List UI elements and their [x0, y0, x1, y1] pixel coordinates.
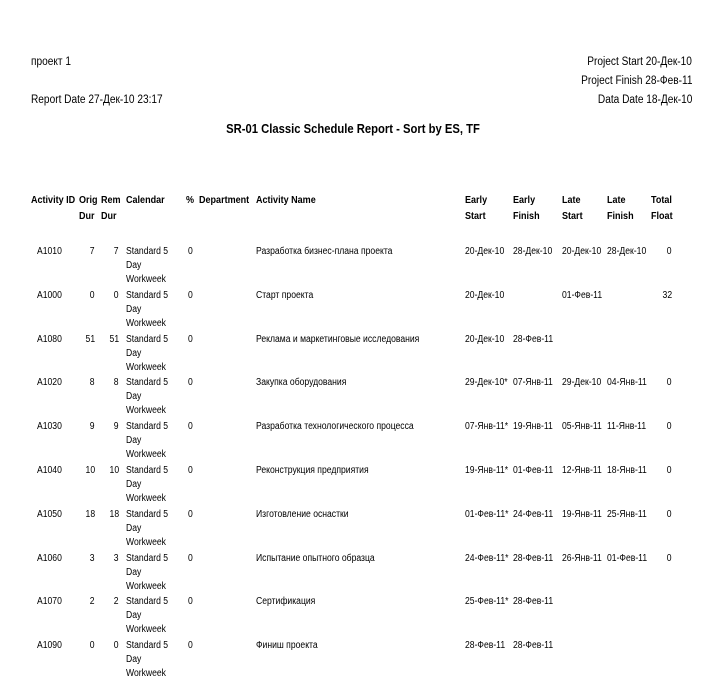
cell-late-start: 26-Янв-11 [562, 553, 602, 564]
col-percent: % [186, 194, 195, 206]
col-orig-dur: Orig Dur [79, 194, 98, 222]
cell-late-finish: 11-Янв-11 [607, 421, 647, 432]
cell-late-start: 29-Дек-10 [562, 377, 602, 388]
cell-activity-id: A1060 [37, 553, 62, 564]
cell-early-start: 19-Янв-11* [465, 465, 509, 476]
cell-orig-dur: 2 [90, 596, 95, 607]
col-activity-name: Activity Name [256, 194, 316, 206]
col-late-start: Late Start [562, 194, 583, 222]
cell-activity-name: Закупка оборудования [256, 377, 347, 388]
col-total-float: Total Float [651, 194, 673, 222]
calendar-line: Standard 5 [126, 596, 169, 607]
cell-total-float: 0 [667, 377, 672, 388]
calendar-line: Day [126, 523, 142, 534]
cell-percent: 0 [188, 509, 193, 520]
col-early-start: Early Start [465, 194, 488, 222]
cell-calendar [126, 552, 168, 594]
cell-activity-name: Реконструкция предприятия [256, 465, 369, 476]
cell-early-start: 07-Янв-11* [465, 421, 509, 432]
cell-percent: 0 [188, 290, 193, 301]
cell-activity-name: Разработка технологического процесса [256, 421, 414, 432]
cell-calendar [126, 639, 168, 681]
cell-calendar [126, 289, 168, 331]
cell-rem-dur: 2 [114, 596, 119, 607]
cell-total-float: 32 [662, 290, 672, 301]
cell-calendar [126, 333, 168, 375]
cell-early-finish: 28-Фев-11 [513, 640, 554, 651]
cell-activity-id: A1040 [37, 465, 62, 476]
cell-rem-dur: 9 [114, 421, 119, 432]
calendar-line: Standard 5 [126, 377, 169, 388]
cell-activity-name: Финиш проекта [256, 640, 318, 651]
cell-rem-dur: 0 [114, 290, 119, 301]
cell-total-float: 0 [667, 553, 672, 564]
cell-early-start: 24-Фев-11* [465, 553, 509, 564]
cell-activity-id: A1030 [37, 421, 62, 432]
cell-percent: 0 [188, 334, 193, 345]
cell-early-start: 20-Дек-10 [465, 246, 505, 257]
calendar-line: Workweek [126, 668, 166, 679]
calendar-line: Standard 5 [126, 421, 169, 432]
calendar-line: Day [126, 391, 142, 402]
cell-percent: 0 [188, 421, 193, 432]
cell-total-float: 0 [667, 246, 672, 257]
cell-rem-dur: 7 [114, 246, 119, 257]
calendar-line: Standard 5 [126, 509, 169, 520]
col-calendar: Calendar [126, 194, 165, 206]
cell-late-finish: 01-Фев-11 [607, 553, 648, 564]
project-name: проект 1 [31, 56, 71, 68]
calendar-line: Workweek [126, 318, 166, 329]
cell-orig-dur: 3 [90, 553, 95, 564]
cell-late-finish: 18-Янв-11 [607, 465, 647, 476]
cell-percent: 0 [188, 553, 193, 564]
cell-rem-dur: 18 [109, 509, 119, 520]
cell-late-start: 19-Янв-11 [562, 509, 602, 520]
cell-activity-id: A1080 [37, 334, 62, 345]
cell-calendar [126, 508, 168, 550]
cell-late-start: 01-Фев-11 [562, 290, 603, 301]
cell-late-start: 12-Янв-11 [562, 465, 602, 476]
cell-late-start: 05-Янв-11 [562, 421, 602, 432]
cell-early-finish: 28-Фев-11 [513, 596, 554, 607]
project-finish: Project Finish 28-Фев-11 [580, 75, 692, 87]
cell-early-finish: 28-Фев-11 [513, 334, 554, 345]
cell-activity-id: A1050 [37, 509, 62, 520]
cell-activity-id: A1000 [37, 290, 62, 301]
cell-late-finish: 28-Дек-10 [607, 246, 647, 257]
cell-orig-dur: 7 [90, 246, 95, 257]
cell-early-finish: 28-Фев-11 [513, 553, 554, 564]
cell-percent: 0 [188, 246, 193, 257]
cell-early-finish: 07-Янв-11 [513, 377, 553, 388]
cell-rem-dur: 3 [114, 553, 119, 564]
calendar-line: Workweek [126, 537, 166, 548]
calendar-line: Workweek [126, 624, 166, 635]
cell-rem-dur: 10 [109, 465, 119, 476]
cell-calendar [126, 420, 168, 462]
cell-activity-name: Старт проекта [256, 290, 314, 301]
cell-calendar [126, 595, 168, 637]
cell-early-start: 29-Дек-10* [465, 377, 508, 388]
report-title: SR-01 Classic Schedule Report - Sort by ES, TF [226, 122, 481, 136]
col-activity-id: Activity ID [31, 194, 76, 206]
cell-rem-dur: 8 [114, 377, 119, 388]
cell-percent: 0 [188, 465, 193, 476]
cell-orig-dur: 10 [85, 465, 95, 476]
cell-percent: 0 [188, 596, 193, 607]
cell-activity-name: Сертификация [256, 596, 316, 607]
cell-orig-dur: 8 [90, 377, 95, 388]
calendar-line: Standard 5 [126, 290, 169, 301]
cell-activity-id: A1020 [37, 377, 62, 388]
project-start: Project Start 20-Дек-10 [587, 56, 692, 68]
calendar-line: Standard 5 [126, 553, 169, 564]
calendar-line: Day [126, 567, 142, 578]
cell-orig-dur: 0 [90, 640, 95, 651]
cell-calendar [126, 376, 168, 418]
cell-early-start: 20-Дек-10 [465, 290, 505, 301]
cell-late-finish: 04-Янв-11 [607, 377, 647, 388]
calendar-line: Standard 5 [126, 246, 169, 257]
calendar-line: Workweek [126, 493, 166, 504]
calendar-line: Day [126, 654, 142, 665]
cell-activity-name: Разработка бизнес-плана проекта [256, 246, 393, 257]
calendar-line: Standard 5 [126, 640, 169, 651]
calendar-line: Day [126, 260, 142, 271]
calendar-line: Workweek [126, 362, 166, 373]
cell-activity-id: A1070 [37, 596, 62, 607]
col-early-finish: Early Finish [513, 194, 540, 222]
cell-total-float: 0 [667, 421, 672, 432]
calendar-line: Day [126, 304, 142, 315]
cell-early-start: 28-Фев-11 [465, 640, 506, 651]
cell-calendar [126, 464, 168, 506]
cell-total-float: 0 [667, 465, 672, 476]
calendar-line: Standard 5 [126, 334, 169, 345]
cell-early-start: 01-Фев-11* [465, 509, 509, 520]
cell-activity-name: Испытание опытного образца [256, 553, 375, 564]
cell-total-float: 0 [667, 509, 672, 520]
col-rem-dur: Rem Dur [101, 194, 121, 222]
cell-early-finish: 28-Дек-10 [513, 246, 553, 257]
cell-activity-name: Реклама и маркетинговые исследования [256, 334, 420, 345]
cell-early-finish: 19-Янв-11 [513, 421, 553, 432]
cell-orig-dur: 51 [85, 334, 95, 345]
cell-early-start: 25-Фев-11* [465, 596, 509, 607]
cell-calendar [126, 245, 168, 287]
calendar-line: Day [126, 435, 142, 446]
calendar-line: Day [126, 610, 142, 621]
calendar-line: Standard 5 [126, 465, 169, 476]
cell-activity-id: A1090 [37, 640, 62, 651]
cell-activity-name: Изготовление оснастки [256, 509, 349, 520]
calendar-line: Day [126, 479, 142, 490]
cell-early-finish: 01-Фев-11 [513, 465, 554, 476]
data-date: Data Date 18-Дек-10 [597, 94, 692, 106]
cell-orig-dur: 9 [90, 421, 95, 432]
cell-activity-id: A1010 [37, 246, 62, 257]
cell-orig-dur: 0 [90, 290, 95, 301]
cell-percent: 0 [188, 377, 193, 388]
calendar-line: Day [126, 348, 142, 359]
cell-early-start: 20-Дек-10 [465, 334, 505, 345]
cell-late-finish: 25-Янв-11 [607, 509, 647, 520]
calendar-line: Workweek [126, 405, 166, 416]
calendar-line: Workweek [126, 274, 166, 285]
col-department: Department [199, 194, 250, 206]
calendar-line: Workweek [126, 449, 166, 460]
col-late-finish: Late Finish [607, 194, 634, 222]
calendar-line: Workweek [126, 581, 166, 592]
cell-late-start: 20-Дек-10 [562, 246, 602, 257]
report-date: Report Date 27-Дек-10 23:17 [31, 94, 163, 106]
cell-percent: 0 [188, 640, 193, 651]
cell-orig-dur: 18 [85, 509, 95, 520]
cell-rem-dur: 51 [109, 334, 119, 345]
cell-early-finish: 24-Фев-11 [513, 509, 554, 520]
cell-rem-dur: 0 [114, 640, 119, 651]
